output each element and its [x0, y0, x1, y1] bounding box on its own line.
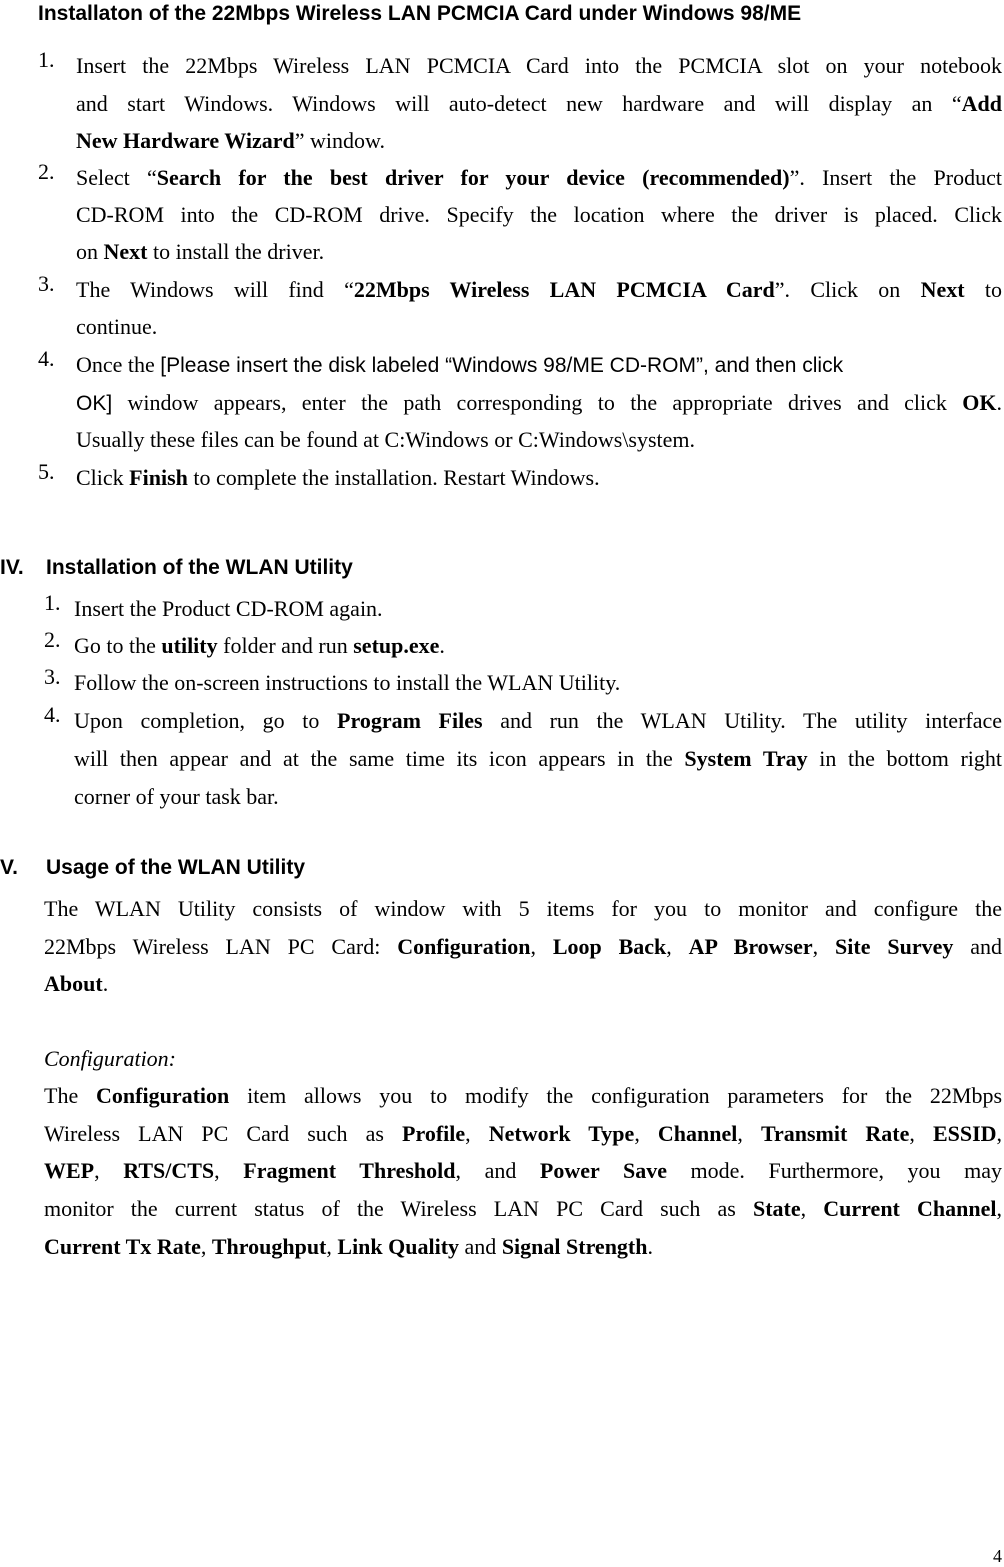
paragraph-line: The WLAN Utility consists of window with 5 items for you to monitor and configure the [44, 896, 1002, 921]
step-number: 1. [38, 47, 55, 72]
step-number: 3. [44, 664, 61, 689]
paragraph-line: WEP, RTS/CTS, Fragment Threshold, and Power Save mode. Furthermore, you may [44, 1158, 1003, 1183]
step-text: Click Finish to complete the installation. Restart Windows. [76, 465, 600, 490]
section-heading: Installation of the WLAN Utility [46, 556, 353, 579]
step-text: on Next to install the driver. [76, 239, 325, 264]
step-text: Follow the on-screen instructions to install the WLAN Utility. [74, 670, 621, 695]
step-text: corner of your task bar. [74, 784, 279, 809]
page-number: 4 [993, 1546, 1002, 1566]
step-text: New Hardware Wizard” window. [76, 128, 385, 153]
section-heading: Usage of the WLAN Utility [46, 856, 306, 879]
step-text: Insert the 22Mbps Wireless LAN PCMCIA Card into the PCMCIA slot on your notebook [76, 53, 1002, 78]
step-number: 4. [44, 702, 61, 727]
subsection-heading: Configuration: [44, 1046, 177, 1071]
paragraph-line: Wireless LAN PC Card such as Profile, Network Type, Channel, Transmit Rate, ESSID, [44, 1121, 1003, 1146]
step-number: 3. [38, 271, 55, 296]
step-text: Once the [Please insert the disk labeled “Windows 98/ME CD-ROM”, and then click [76, 352, 844, 377]
step-number: 5. [38, 459, 55, 484]
step-number: 1. [44, 590, 61, 615]
step-number: 2. [44, 627, 61, 652]
step-text: and start Windows. Windows will auto-detect new hardware and will display an “Add [76, 91, 1002, 116]
step-text: continue. [76, 314, 158, 339]
step-number: 4. [38, 346, 55, 371]
step-text: Insert the Product CD-ROM again. [74, 596, 383, 621]
section-numeral: V. [0, 856, 18, 879]
paragraph-line: The Configuration item allows you to modify the configuration parameters for the 22Mbps [44, 1083, 1003, 1108]
step-text: The Windows will find “22Mbps Wireless LAN PCMCIA Card”. Click on Next to [76, 277, 1002, 302]
page-title: Installaton of the 22Mbps Wireless LAN PCMCIA Card under Windows 98/ME [38, 2, 802, 25]
step-number: 2. [38, 159, 55, 184]
step-text: Go to the utility folder and run setup.exe. [74, 633, 445, 658]
paragraph-line: 22Mbps Wireless LAN PC Card: Configuration, Loop Back, AP Browser, Site Survey and [44, 934, 1002, 959]
step-text: Select “Search for the best driver for your device (recommended)”. Insert the Product [76, 165, 1002, 190]
paragraph-line: monitor the current status of the Wireless LAN PC Card such as State, Current Channel, [44, 1196, 1002, 1221]
paragraph-line: About. [44, 971, 109, 996]
step-text: CD-ROM into the CD-ROM drive. Specify the location where the driver is placed. Click [76, 202, 1002, 227]
step-text: Usually these files can be found at C:Windows or C:Windows\system. [76, 427, 696, 452]
step-text: will then appear and at the same time its icon appears in the System Tray in the bottom right [74, 746, 1002, 771]
step-text: Upon completion, go to Program Files and run the WLAN Utility. The utility interface [74, 708, 1003, 733]
paragraph-line: Current Tx Rate, Throughput, Link Quality and Signal Strength. [44, 1234, 653, 1259]
step-text: OK] window appears, enter the path corresponding to the appropriate drives and click OK. [76, 390, 1002, 415]
section-numeral: IV. [0, 556, 24, 579]
